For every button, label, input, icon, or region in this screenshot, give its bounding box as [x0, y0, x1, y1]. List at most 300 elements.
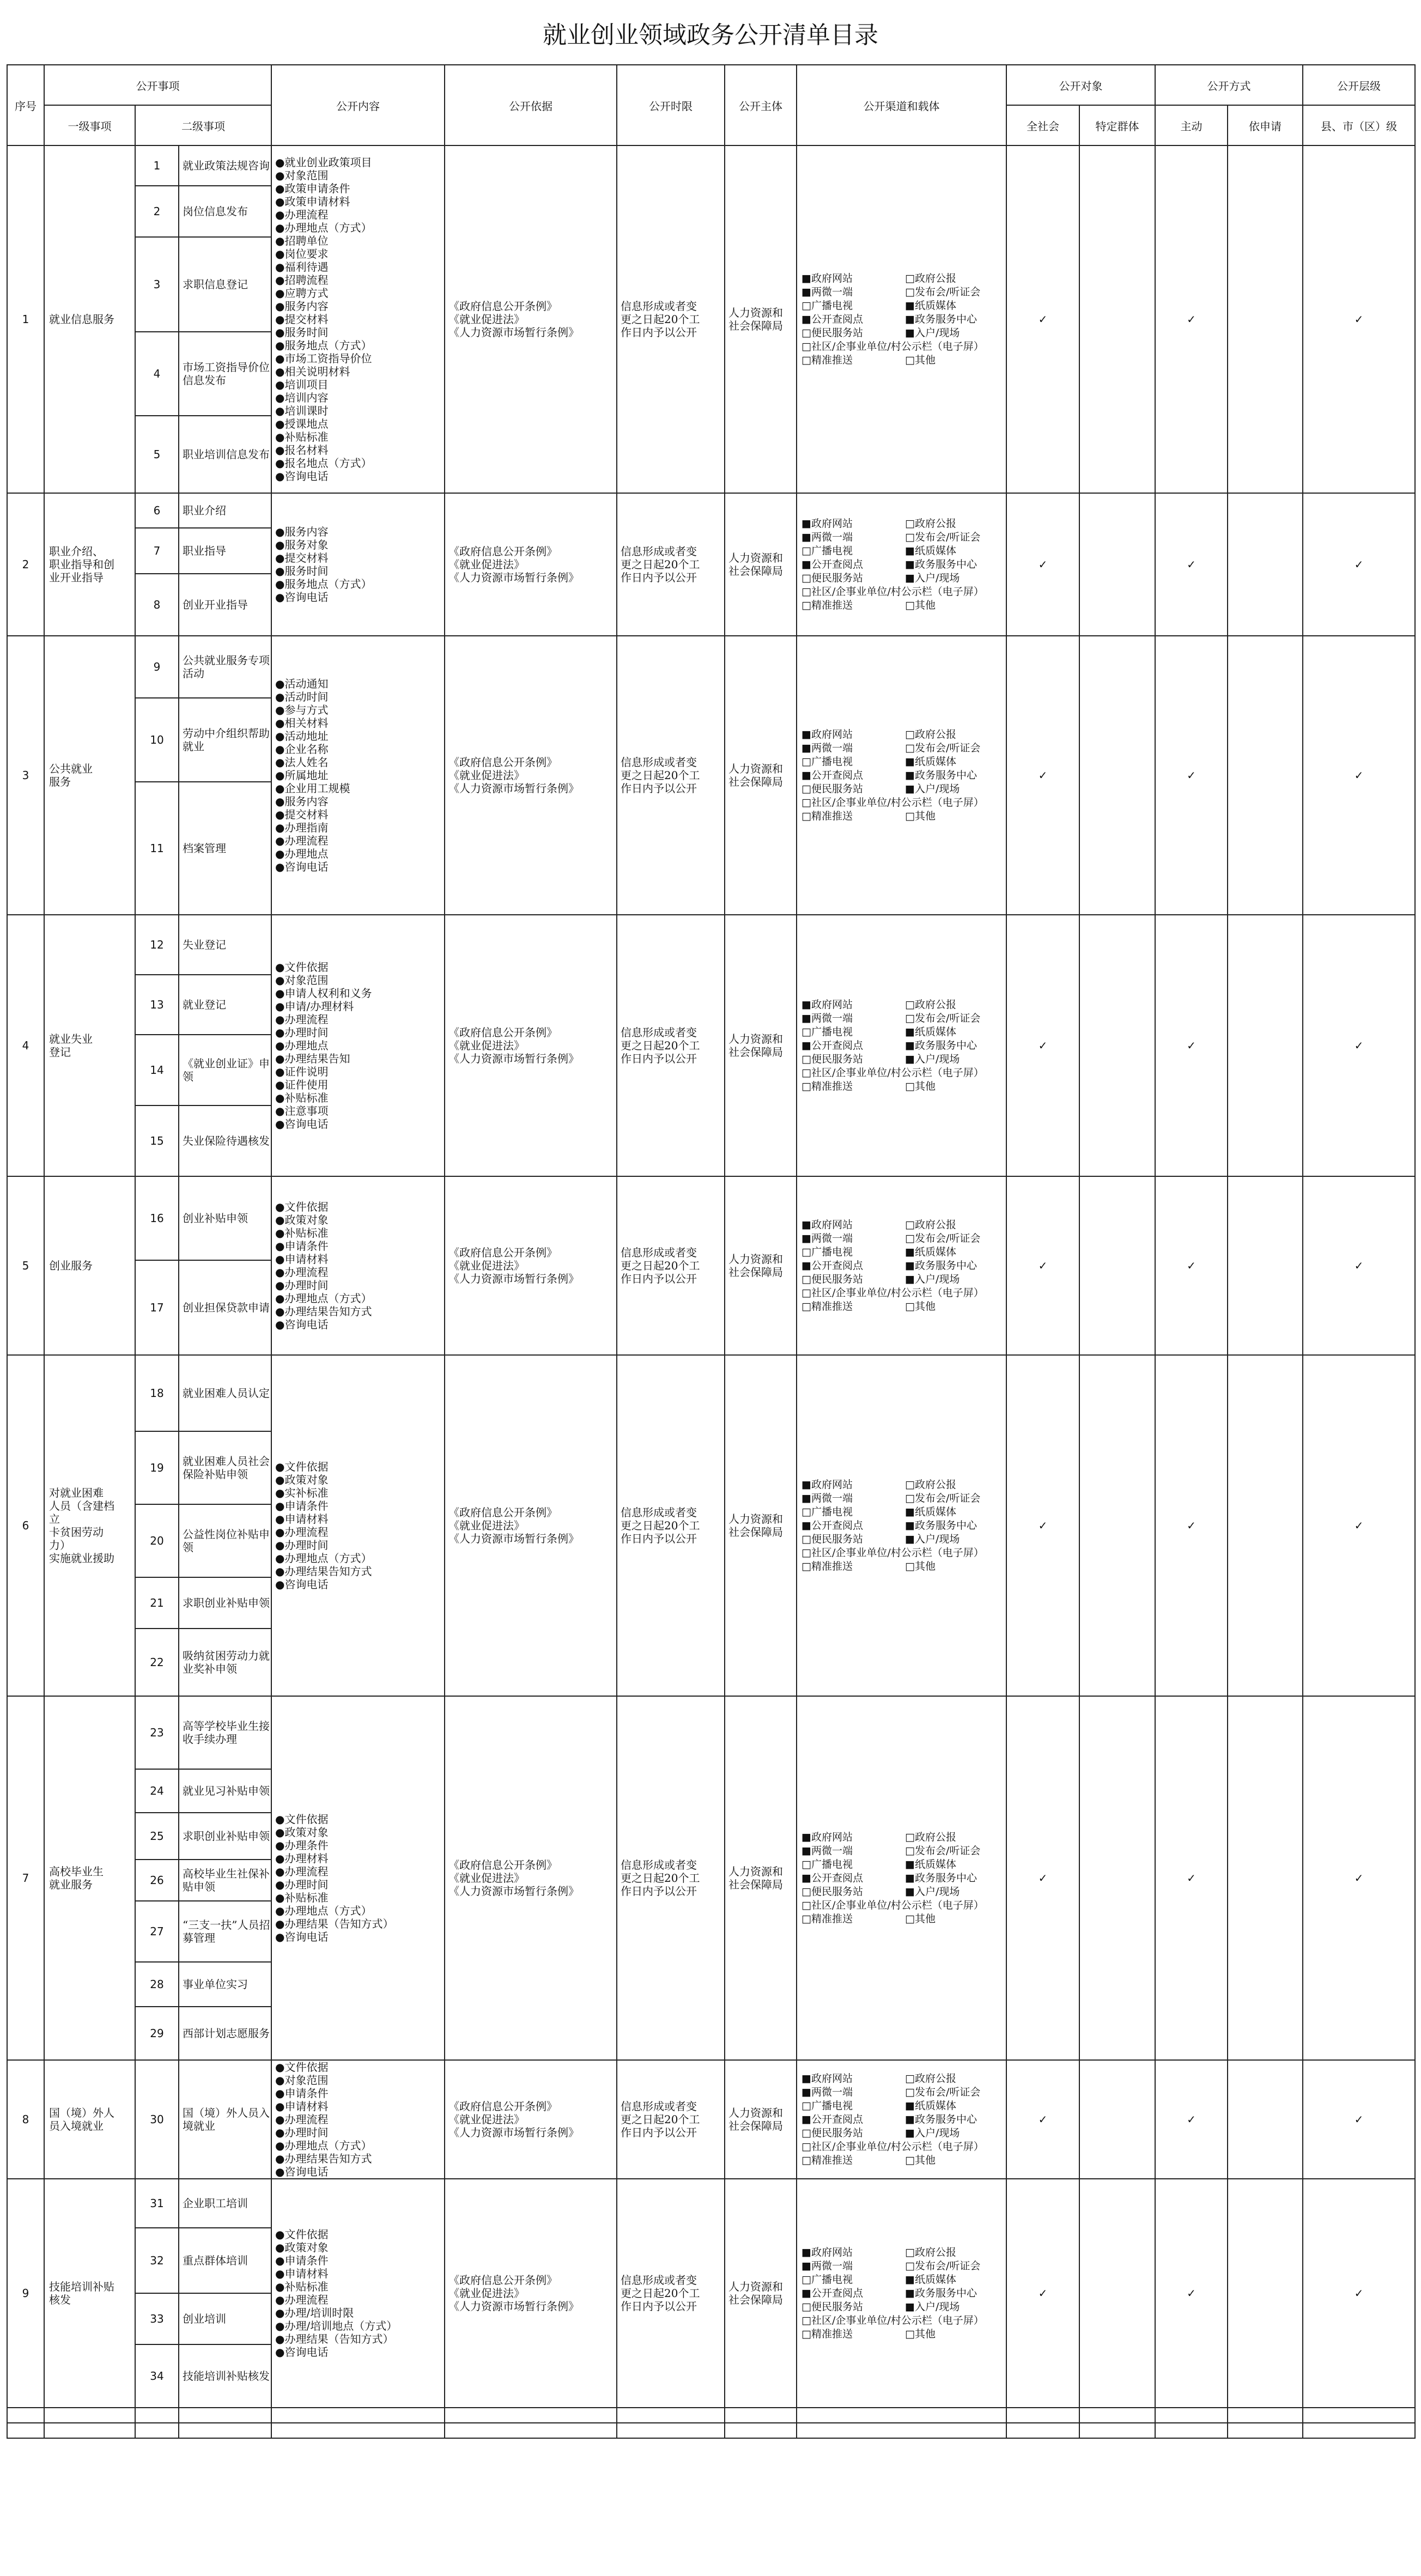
- empty-cell: [445, 2408, 617, 2423]
- row-seq: 5: [7, 1176, 44, 1355]
- channel-row: [801, 782, 1006, 796]
- level2-number: 17: [135, 1260, 179, 1355]
- row-seq: 1: [7, 145, 44, 493]
- channel-row: [801, 1831, 1006, 1844]
- audience-all-check: ✓: [1006, 2179, 1079, 2408]
- level2-item: 公益性岗位补贴申领: [179, 1504, 271, 1577]
- level2-number: 7: [135, 528, 179, 574]
- channel-row: [801, 531, 1006, 544]
- empty-cell: [1006, 2423, 1079, 2438]
- open-subject: 人力资源和 社会保障局: [725, 636, 797, 915]
- channel-option: ■公开查阅点: [801, 1519, 863, 1532]
- channel-row: [801, 2246, 1006, 2259]
- header-seq: 序号: [7, 65, 44, 145]
- open-basis: 《政府信息公开条例》 《就业促进法》 《人力资源市场暂行条例》: [445, 1696, 617, 2060]
- open-timeline: 信息形成或者变 更之日起20个工 作日内予以公开: [617, 1176, 725, 1355]
- row-seq: 3: [7, 636, 44, 915]
- method-active-check: ✓: [1155, 636, 1228, 915]
- channel-option: □政府公报: [905, 1831, 956, 1843]
- channel-row: [801, 1899, 1006, 1912]
- channel-option: □发布会/听证会: [905, 1232, 981, 1244]
- channel-option: ■政务服务中心: [905, 1259, 977, 1272]
- channel-option: □其他: [905, 1300, 936, 1313]
- level1-item: 国（境）外人 员入境就业: [44, 2060, 135, 2179]
- level2-number: 4: [135, 332, 179, 416]
- channel-option: ■公开查阅点: [801, 2287, 863, 2299]
- row-seq: 7: [7, 1696, 44, 2060]
- level2-item: 就业政策法规咨询: [179, 145, 271, 186]
- header-audience: 公开对象: [1006, 65, 1155, 105]
- channel-row: [801, 326, 1006, 340]
- audience-all-check: ✓: [1006, 915, 1079, 1176]
- channel-row: [801, 1066, 1006, 1080]
- channel-row: [801, 1505, 1006, 1519]
- channel-row: [801, 2328, 1006, 2341]
- channel-row: [801, 2314, 1006, 2328]
- table-body: [7, 145, 1415, 2438]
- audience-specific-cell: [1079, 2179, 1155, 2408]
- level2-item: 求职创业补贴申领: [179, 1813, 271, 1860]
- open-channels: [797, 1355, 1006, 1696]
- empty-cell: [1155, 2423, 1228, 2438]
- channel-row: [801, 572, 1006, 585]
- channel-option: □精准推送: [801, 354, 853, 366]
- channel-option: □社区/企事业单位/村公示栏（电子屏）: [801, 1286, 984, 1299]
- channel-row: [801, 1273, 1006, 1286]
- channel-option: □社区/企事业单位/村公示栏（电子屏）: [801, 1899, 984, 1911]
- level2-item: 档案管理: [179, 782, 271, 915]
- channel-row: [801, 2273, 1006, 2287]
- open-basis: 《政府信息公开条例》 《就业促进法》 《人力资源市场暂行条例》: [445, 493, 617, 636]
- channel-option: ■政务服务中心: [905, 2287, 977, 2299]
- channel-row: [801, 2127, 1006, 2140]
- channel-option: □政府公报: [905, 272, 956, 284]
- open-subject: 人力资源和 社会保障局: [725, 493, 797, 636]
- channel-row: [801, 1533, 1006, 1546]
- table-row: [7, 1176, 1415, 1260]
- channel-option: □精准推送: [801, 1080, 853, 1092]
- open-channels: [797, 2060, 1006, 2179]
- channel-option: □社区/企事业单位/村公示栏（电子屏）: [801, 796, 984, 809]
- level2-item: 高等学校毕业生接收手续办理: [179, 1696, 271, 1769]
- empty-cell: [271, 2408, 445, 2423]
- channel-option: ■入户/现场: [905, 2300, 960, 2313]
- open-content: ●文件依据 ●政策对象 ●实补标准 ●申请条件 ●申请材料 ●办理流程 ●办理时间 ●办理地点（方式） ●办理结果告知方式 ●咨询电话: [271, 1355, 445, 1696]
- level2-item: 求职信息登记: [179, 237, 271, 332]
- empty-cell: [1006, 2408, 1079, 2423]
- method-request-cell: [1228, 1176, 1303, 1355]
- method-active-check: ✓: [1155, 915, 1228, 1176]
- level2-item: 技能培训补贴核发: [179, 2344, 271, 2408]
- channel-option: □其他: [905, 1912, 936, 1925]
- row-seq: 4: [7, 915, 44, 1176]
- row-seq: 8: [7, 2060, 44, 2179]
- empty-cell: [7, 2408, 44, 2423]
- method-request-cell: [1228, 493, 1303, 636]
- channel-row: [801, 755, 1006, 769]
- channel-option: □社区/企事业单位/村公示栏（电子屏）: [801, 340, 984, 353]
- table-row: [7, 493, 1415, 528]
- empty-cell: [617, 2423, 725, 2438]
- channel-option: □发布会/听证会: [905, 531, 981, 543]
- level2-item: 重点群体培训: [179, 2228, 271, 2293]
- channel-option: □便民服务站: [801, 326, 863, 339]
- channel-row: [801, 517, 1006, 531]
- channel-option: □广播电视: [801, 1858, 853, 1870]
- open-subject: 人力资源和 社会保障局: [725, 915, 797, 1176]
- channel-row: [801, 2086, 1006, 2099]
- channel-row: [801, 272, 1006, 285]
- channel-option: ■公开查阅点: [801, 1872, 863, 1884]
- level2-item: 公共就业服务专项活动: [179, 636, 271, 698]
- channel-option: ■政府网站: [801, 728, 853, 740]
- empty-cell: [271, 2423, 445, 2438]
- channel-option: □便民服务站: [801, 572, 863, 584]
- open-channels: [797, 1696, 1006, 2060]
- level2-item: 就业困难人员社会保险补贴申领: [179, 1431, 271, 1504]
- open-content: ●就业创业政策项目 ●对象范围 ●政策申请条件 ●政策申请材料 ●办理流程 ●办理地点（方式） ●招聘单位 ●岗位要求 ●福利待遇 ●招聘流程 ●应聘方式 ●服务内容 ●提交材料 ●服务时间 ●服务地点（方式） ●市场工资指导价位 ●相关说明材料 ●培训项目 ●培训内容 ●培训课时 ●授课地点 ●补贴标准 ●报名材料 ●报名地点（方式） ●咨询电话: [271, 145, 445, 493]
- channel-option: ■入户/现场: [905, 2127, 960, 2139]
- level2-item: 职业培训信息发布: [179, 416, 271, 493]
- level-county-check: ✓: [1303, 1696, 1415, 2060]
- open-channels: [797, 145, 1006, 493]
- level2-number: 28: [135, 1962, 179, 2007]
- channel-row: [801, 1885, 1006, 1899]
- channel-row: [801, 585, 1006, 599]
- audience-specific-cell: [1079, 493, 1155, 636]
- channel-option: ■政府网站: [801, 1478, 853, 1491]
- header-audience-specific: 特定群体: [1079, 105, 1155, 145]
- channel-row: [801, 2072, 1006, 2086]
- channel-option: □精准推送: [801, 810, 853, 822]
- method-active-check: ✓: [1155, 1355, 1228, 1696]
- empty-cell: [1079, 2423, 1155, 2438]
- channel-option: □发布会/听证会: [905, 285, 981, 298]
- channel-option: □发布会/听证会: [905, 2259, 981, 2272]
- audience-all-check: ✓: [1006, 1355, 1079, 1696]
- channel-option: □政府公报: [905, 517, 956, 530]
- channel-row: [801, 1025, 1006, 1039]
- channel-option: □便民服务站: [801, 1053, 863, 1065]
- channel-option: ■入户/现场: [905, 1885, 960, 1898]
- open-channels: [797, 915, 1006, 1176]
- open-channels: [797, 493, 1006, 636]
- channel-row: [801, 998, 1006, 1012]
- level2-item: 岗位信息发布: [179, 186, 271, 237]
- channel-option: □发布会/听证会: [905, 742, 981, 754]
- channel-row: [801, 728, 1006, 742]
- audience-specific-cell: [1079, 636, 1155, 915]
- level2-item: 高校毕业生社保补贴申领: [179, 1860, 271, 1901]
- level2-number: 6: [135, 493, 179, 528]
- header-basis: 公开依据: [445, 65, 617, 145]
- header-level-county: 县、市（区）级: [1303, 105, 1415, 145]
- channel-option: □精准推送: [801, 1300, 853, 1313]
- empty-cell: [44, 2408, 135, 2423]
- open-basis: 《政府信息公开条例》 《就业促进法》 《人力资源市场暂行条例》: [445, 2060, 617, 2179]
- level2-item: 国（境）外人员入境就业: [179, 2060, 271, 2179]
- audience-specific-cell: [1079, 915, 1155, 1176]
- empty-cell: [135, 2423, 179, 2438]
- level-county-check: ✓: [1303, 915, 1415, 1176]
- audience-all-check: ✓: [1006, 2060, 1079, 2179]
- open-content: ●文件依据 ●对象范围 ●申请人权利和义务 ●申请/办理材料 ●办理流程 ●办理时间 ●办理地点 ●办理结果告知 ●证件说明 ●证件使用 ●补贴标准 ●注意事项 ●咨询电话: [271, 915, 445, 1176]
- channel-row: [801, 1080, 1006, 1093]
- channel-option: ■入户/现场: [905, 326, 960, 339]
- method-request-cell: [1228, 145, 1303, 493]
- channel-row: [801, 2113, 1006, 2127]
- open-timeline: 信息形成或者变 更之日起20个工 作日内予以公开: [617, 1696, 725, 2060]
- open-subject: 人力资源和 社会保障局: [725, 1176, 797, 1355]
- channel-row: [801, 299, 1006, 313]
- open-content: ●文件依据 ●政策对象 ●申请条件 ●申请材料 ●补贴标准 ●办理流程 ●办理/培训时限 ●办理/培训地点（方式） ●办理结果（告知方式） ●咨询电话: [271, 2179, 445, 2408]
- channel-option: □精准推送: [801, 1560, 853, 1572]
- channel-row: [801, 354, 1006, 367]
- channel-option: ■政务服务中心: [905, 1872, 977, 1884]
- channel-option: ■政务服务中心: [905, 558, 977, 570]
- empty-row: [7, 2423, 1415, 2438]
- level-county-check: ✓: [1303, 145, 1415, 493]
- audience-all-check: ✓: [1006, 493, 1079, 636]
- channel-option: ■两微一端: [801, 1232, 853, 1244]
- level2-item: 就业登记: [179, 975, 271, 1035]
- channel-row: [801, 1246, 1006, 1259]
- level2-number: 3: [135, 237, 179, 332]
- channel-option: □社区/企事业单位/村公示栏（电子屏）: [801, 2314, 984, 2326]
- level2-number: 15: [135, 1105, 179, 1176]
- level2-item: 就业困难人员认定: [179, 1355, 271, 1431]
- channel-option: □发布会/听证会: [905, 1492, 981, 1504]
- channel-option: □广播电视: [801, 2099, 853, 2112]
- level-county-check: ✓: [1303, 636, 1415, 915]
- level2-number: 34: [135, 2344, 179, 2408]
- level2-number: 20: [135, 1504, 179, 1577]
- channel-option: □便民服务站: [801, 2300, 863, 2313]
- method-request-cell: [1228, 2060, 1303, 2179]
- level2-number: 13: [135, 975, 179, 1035]
- channel-row: [801, 1844, 1006, 1858]
- channel-option: □其他: [905, 1560, 936, 1572]
- level1-item: 技能培训补贴 核发: [44, 2179, 135, 2408]
- channel-row: [801, 1286, 1006, 1300]
- open-timeline: 信息形成或者变 更之日起20个工 作日内予以公开: [617, 915, 725, 1176]
- method-request-cell: [1228, 1355, 1303, 1696]
- channel-option: ■两微一端: [801, 1012, 853, 1024]
- open-timeline: 信息形成或者变 更之日起20个工 作日内予以公开: [617, 1355, 725, 1696]
- channel-option: ■政府网站: [801, 517, 853, 530]
- channel-option: ■两微一端: [801, 2086, 853, 2098]
- channel-option: □社区/企事业单位/村公示栏（电子屏）: [801, 585, 984, 598]
- open-subject: 人力资源和 社会保障局: [725, 2060, 797, 2179]
- header-content: 公开内容: [271, 65, 445, 145]
- channel-row: [801, 1053, 1006, 1066]
- open-timeline: 信息形成或者变 更之日起20个工 作日内予以公开: [617, 636, 725, 915]
- channel-option: □广播电视: [801, 544, 853, 557]
- open-basis: 《政府信息公开条例》 《就业促进法》 《人力资源市场暂行条例》: [445, 1176, 617, 1355]
- header-subject: 公开主体: [725, 65, 797, 145]
- open-subject: 人力资源和 社会保障局: [725, 2179, 797, 2408]
- level2-number: 32: [135, 2228, 179, 2293]
- level2-number: 10: [135, 698, 179, 782]
- channel-option: ■纸质媒体: [905, 299, 956, 312]
- level2-number: 31: [135, 2179, 179, 2228]
- channel-option: ■纸质媒体: [905, 1246, 956, 1258]
- level2-number: 27: [135, 1901, 179, 1962]
- open-basis: 《政府信息公开条例》 《就业促进法》 《人力资源市场暂行条例》: [445, 1355, 617, 1696]
- level2-number: 11: [135, 782, 179, 915]
- header-level2: 二级事项: [135, 105, 271, 145]
- channel-option: □广播电视: [801, 1505, 853, 1518]
- level2-item: 求职创业补贴申领: [179, 1577, 271, 1629]
- level1-item: 创业服务: [44, 1176, 135, 1355]
- channel-option: ■两微一端: [801, 742, 853, 754]
- level1-item: 公共就业 服务: [44, 636, 135, 915]
- channel-option: □发布会/听证会: [905, 1844, 981, 1857]
- channel-option: ■公开查阅点: [801, 1259, 863, 1272]
- level2-item: 劳动中介组织帮助就业: [179, 698, 271, 782]
- channel-option: ■政务服务中心: [905, 2113, 977, 2125]
- empty-cell: [797, 2423, 1006, 2438]
- level2-item: 创业担保贷款申请: [179, 1260, 271, 1355]
- channel-option: ■政务服务中心: [905, 1039, 977, 1052]
- level2-item: 吸纳贫困劳动力就业奖补申领: [179, 1629, 271, 1696]
- level2-item: 就业见习补贴申领: [179, 1769, 271, 1813]
- level2-item: “三支一扶”人员招募管理: [179, 1901, 271, 1962]
- header-open-items: 公开事项: [44, 65, 271, 105]
- channel-option: ■两微一端: [801, 1844, 853, 1857]
- level1-item: 就业失业 登记: [44, 915, 135, 1176]
- method-active-check: ✓: [1155, 145, 1228, 493]
- open-channels: [797, 636, 1006, 915]
- level2-item: 创业培训: [179, 2293, 271, 2344]
- channel-option: □政府公报: [905, 998, 956, 1011]
- channel-option: ■纸质媒体: [905, 2273, 956, 2286]
- channel-option: ■公开查阅点: [801, 2113, 863, 2125]
- level2-number: 8: [135, 574, 179, 636]
- channel-option: ■政府网站: [801, 2246, 853, 2258]
- level-county-check: ✓: [1303, 2179, 1415, 2408]
- channel-option: □便民服务站: [801, 2127, 863, 2139]
- channel-option: □发布会/听证会: [905, 1012, 981, 1024]
- channel-option: ■两微一端: [801, 2259, 853, 2272]
- channel-row: [801, 1858, 1006, 1872]
- empty-cell: [1228, 2408, 1303, 2423]
- level2-number: 12: [135, 915, 179, 975]
- open-content: ●活动通知 ●活动时间 ●参与方式 ●相关材料 ●活动地址 ●企业名称 ●法人姓名 ●所属地址 ●企业用工规模 ●服务内容 ●提交材料 ●办理指南 ●办理流程 ●办理地点 ●咨询电话: [271, 636, 445, 915]
- row-seq: 2: [7, 493, 44, 636]
- audience-all-check: ✓: [1006, 1176, 1079, 1355]
- method-request-cell: [1228, 2179, 1303, 2408]
- audience-all-check: ✓: [1006, 636, 1079, 915]
- level2-item: 创业开业指导: [179, 574, 271, 636]
- channel-row: [801, 2259, 1006, 2273]
- channel-option: ■公开查阅点: [801, 769, 863, 781]
- open-basis: 《政府信息公开条例》 《就业促进法》 《人力资源市场暂行条例》: [445, 2179, 617, 2408]
- method-request-cell: [1228, 636, 1303, 915]
- level2-item: 西部计划志愿服务: [179, 2007, 271, 2060]
- channel-row: [801, 2154, 1006, 2167]
- table-row: [7, 636, 1415, 698]
- channel-option: □广播电视: [801, 299, 853, 312]
- audience-specific-cell: [1079, 1696, 1155, 2060]
- empty-cell: [725, 2408, 797, 2423]
- level2-number: 29: [135, 2007, 179, 2060]
- channel-option: ■政务服务中心: [905, 769, 977, 781]
- channel-option: □精准推送: [801, 2328, 853, 2340]
- header-timeline: 公开时限: [617, 65, 725, 145]
- audience-all-check: ✓: [1006, 1696, 1079, 2060]
- empty-cell: [1155, 2408, 1228, 2423]
- level2-number: 2: [135, 186, 179, 237]
- level2-number: 9: [135, 636, 179, 698]
- header-method-request: 依申请: [1228, 105, 1303, 145]
- channel-row: [801, 1872, 1006, 1885]
- channel-option: □精准推送: [801, 599, 853, 611]
- channel-option: □便民服务站: [801, 1885, 863, 1898]
- channel-option: □其他: [905, 354, 936, 366]
- channel-option: ■入户/现场: [905, 1533, 960, 1545]
- channel-option: □其他: [905, 599, 936, 611]
- level-county-check: ✓: [1303, 1176, 1415, 1355]
- audience-specific-cell: [1079, 145, 1155, 493]
- audience-specific-cell: [1079, 1355, 1155, 1696]
- channel-option: ■入户/现场: [905, 1273, 960, 1285]
- channel-option: ■两微一端: [801, 531, 853, 543]
- channel-option: □社区/企事业单位/村公示栏（电子屏）: [801, 1546, 984, 1559]
- level-county-check: ✓: [1303, 2060, 1415, 2179]
- method-request-cell: [1228, 1696, 1303, 2060]
- channel-row: [801, 599, 1006, 612]
- channel-option: ■公开查阅点: [801, 558, 863, 570]
- method-request-cell: [1228, 915, 1303, 1176]
- channel-option: □广播电视: [801, 2273, 853, 2286]
- level1-item: 就业信息服务: [44, 145, 135, 493]
- channel-row: [801, 313, 1006, 326]
- channel-row: [801, 1560, 1006, 1573]
- channel-option: □其他: [905, 810, 936, 822]
- level2-number: 22: [135, 1629, 179, 1696]
- table-row: [7, 1696, 1415, 1769]
- level2-number: 33: [135, 2293, 179, 2344]
- page-title: 就业创业领域政务公开清单目录: [543, 21, 878, 49]
- channel-option: □社区/企事业单位/村公示栏（电子屏）: [801, 2140, 984, 2153]
- channel-option: ■纸质媒体: [905, 1025, 956, 1038]
- channel-option: □政府公报: [905, 728, 956, 740]
- channel-option: ■纸质媒体: [905, 1858, 956, 1870]
- open-basis: 《政府信息公开条例》 《就业促进法》 《人力资源市场暂行条例》: [445, 145, 617, 493]
- empty-cell: [797, 2408, 1006, 2423]
- method-active-check: ✓: [1155, 493, 1228, 636]
- empty-cell: [1303, 2408, 1415, 2423]
- method-active-check: ✓: [1155, 1696, 1228, 2060]
- channel-row: [801, 1012, 1006, 1025]
- level2-item: 创业补贴申领: [179, 1176, 271, 1260]
- level2-number: 24: [135, 1769, 179, 1813]
- open-content: ●文件依据 ●政策对象 ●补贴标准 ●申请条件 ●申请材料 ●办理流程 ●办理时间 ●办理地点（方式） ●办理结果告知方式 ●咨询电话: [271, 1176, 445, 1355]
- empty-cell: [1303, 2423, 1415, 2438]
- level2-number: 25: [135, 1813, 179, 1860]
- channel-option: □广播电视: [801, 1025, 853, 1038]
- channel-option: □政府公报: [905, 2072, 956, 2085]
- empty-cell: [1228, 2423, 1303, 2438]
- open-basis: 《政府信息公开条例》 《就业促进法》 《人力资源市场暂行条例》: [445, 915, 617, 1176]
- open-timeline: 信息形成或者变 更之日起20个工 作日内予以公开: [617, 2060, 725, 2179]
- table-row: [7, 145, 1415, 186]
- level2-number: 26: [135, 1860, 179, 1901]
- channel-row: [801, 544, 1006, 558]
- level1-item: 高校毕业生 就业服务: [44, 1696, 135, 2060]
- channel-row: [801, 2099, 1006, 2113]
